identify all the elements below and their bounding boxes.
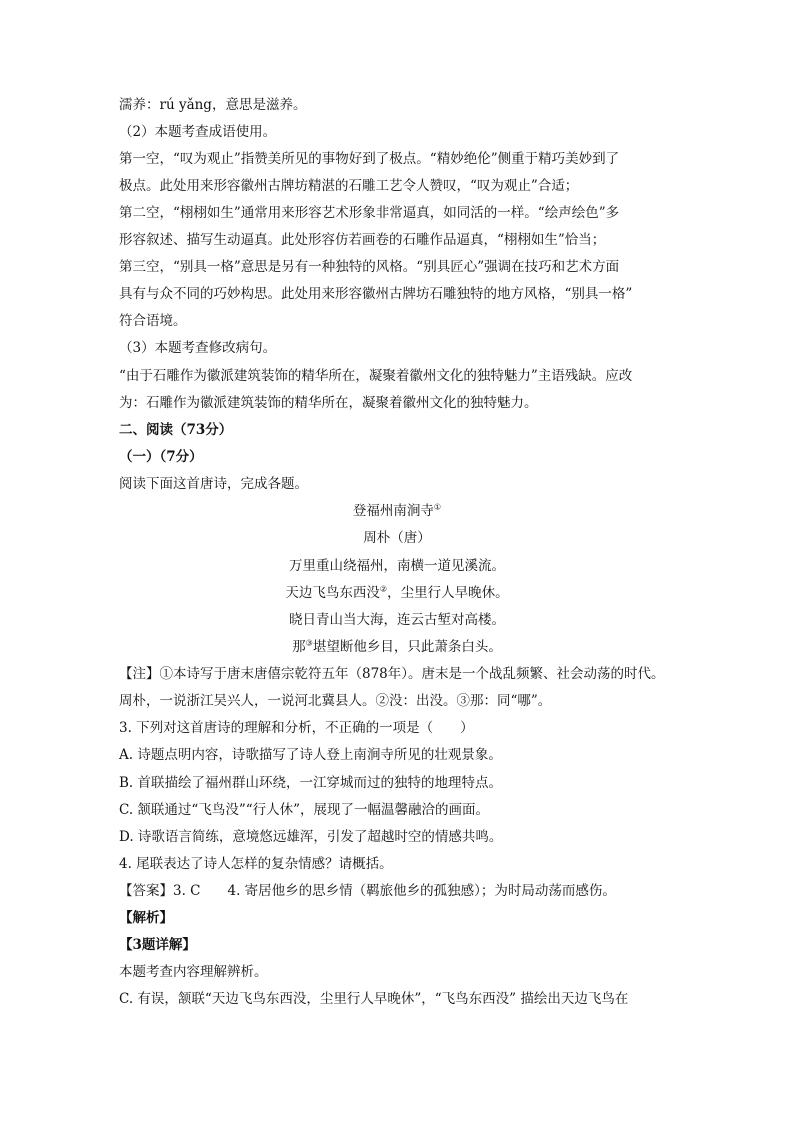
poem-line-part: ，尘里行人早晚休。 [387, 585, 509, 601]
text-line: 第一空，“叹为观止”指赞美所见的事物好到了极点。“精妙绝伦”侧重于精巧美妙到了 [119, 151, 620, 167]
note-line: 周朴，一说浙江吴兴人，一说河北冀县人。②没：出没。③那：同“哪”。 [119, 693, 552, 709]
detail-heading: 【3题详解】 [119, 937, 196, 953]
text-line: 濡养：rú yǎng，意思是滋养。 [119, 97, 307, 113]
note-line: 【注】①本诗写于唐末唐僖宗乾符五年（878年）。唐末是一个战乱频繁、社会动荡的时代。 [119, 666, 665, 682]
text-line: “由于石雕作为徽派建筑装饰的精华所在，凝聚着徽州文化的独特魅力”主语残缺。应改 [119, 368, 633, 384]
text-line: 第二空，“栩栩如生”通常用来形容艺术形象非常逼真，如同活的一样。“绘声绘色”多 [119, 205, 620, 221]
poem-line: 万里重山绕福州，南横一道见溪流。 [289, 558, 505, 574]
answer-line [119, 882, 616, 900]
text-line: （3）本题考查修改病句。 [119, 340, 277, 356]
footnote-marker: ② [379, 584, 388, 594]
text-line: 具有与众不同的巧妙构思。此处用来形容徽州古牌坊石雕独特的地方风格，“别具一格” [119, 286, 633, 302]
option-c: C. 颔联通过“飞鸟没”“行人休”，展现了一幅温馨融洽的画面。 [119, 802, 490, 818]
question-stem: 4. 尾联表达了诗人怎样的复杂情感？请概括。 [119, 856, 393, 872]
text-line: 为：石雕作为徽派建筑装饰的精华所在，凝聚着徽州文化的独特魅力。 [119, 395, 538, 411]
poem-title-text: 登福州南涧寺 [352, 503, 434, 519]
footnote-marker: ③ [305, 638, 313, 648]
question-stem: 3. 下列对这首唐诗的理解和分析，不正确的一项是（ ） [119, 720, 474, 736]
poem-line-part: 那 [292, 639, 306, 655]
text-line: 阅读下面这首唐诗，完成各题。 [119, 476, 308, 492]
poem-line [0, 638, 794, 656]
text-line: 形容叙述、描写生动逼真。此处形容仿若画卷的石雕作品逼真，“栩栩如生”恰当； [119, 232, 606, 248]
text-line: （2）本题考查成语使用。 [119, 124, 277, 140]
text-line: C. 有误，颔联“天边飞鸟东西没，尘里行人早晚休”，“飞鸟东西没” 描绘出天边飞鸟在 [119, 991, 629, 1007]
poem-title [0, 502, 794, 520]
option-d: D. 诗歌语言简练，意境悠远雄浑，引发了超越时空的情感共鸣。 [119, 829, 503, 845]
poem-line-part: 天边飞鸟东西没 [285, 585, 380, 601]
text-line: 第三空，“别具一格”意思是另有一种独特的风格。“别具匠心”强调在技巧和艺术方面 [119, 259, 620, 275]
text-line: 本题考查内容理解辨析。 [119, 964, 268, 980]
section-heading: 二、阅读（73分） [119, 422, 233, 438]
analysis-heading: 【解析】 [119, 910, 173, 926]
subsection-heading: （一）（7分） [119, 449, 203, 465]
footnote-marker: ① [433, 502, 442, 512]
option-a: A. 诗题点明内容，诗歌描写了诗人登上南涧寺所见的壮观景象。 [119, 747, 502, 763]
poem-line-part: 堪望断他乡目，只此萧条白头。 [312, 639, 502, 655]
answer-label: 【答案】3. C [119, 883, 201, 899]
poem-author: 周朴（唐） [363, 530, 431, 546]
text-line: 极点。此处用来形容徽州古牌坊精湛的石雕工艺令人赞叹，“叹为观止”合适； [119, 178, 579, 194]
answer-text: 4. 寄居他乡的思乡情（羁旅他乡的孤独感）；为时局动荡而感伤。 [227, 883, 616, 899]
text-line: 符合语境。 [119, 313, 187, 329]
option-b: B. 首联描绘了福州群山环绕，一江穿城而过的独特的地理特点。 [119, 775, 503, 791]
poem-line [0, 584, 794, 602]
poem-line: 晓日青山当大海，连云古堑对高楼。 [289, 612, 505, 628]
